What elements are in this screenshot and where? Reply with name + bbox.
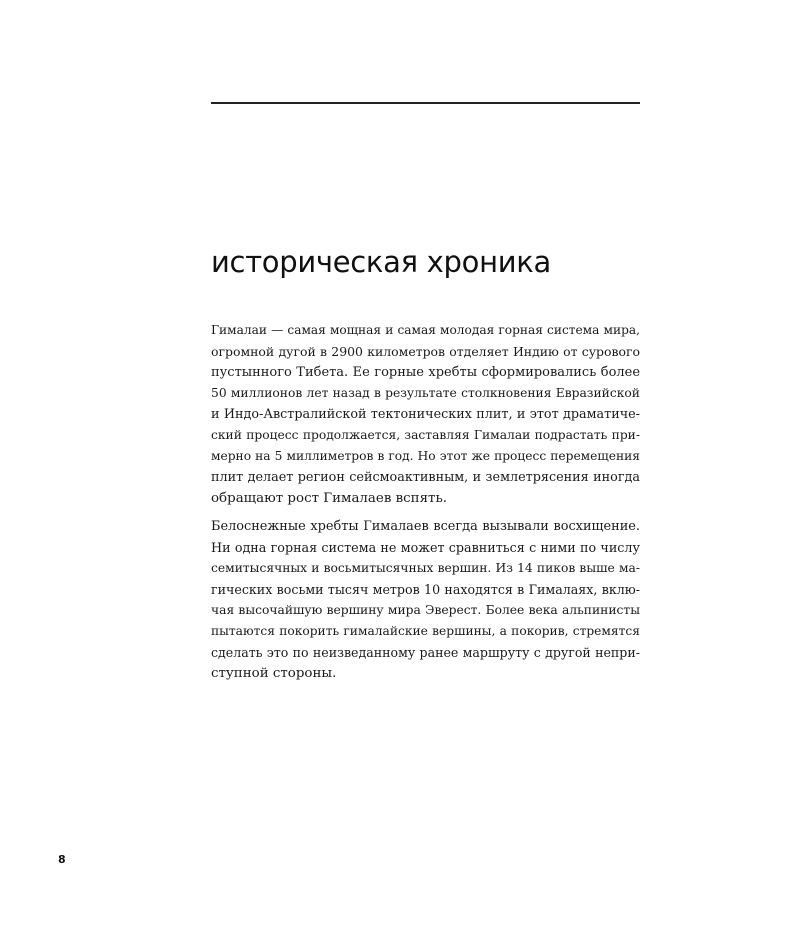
top-rule-divider: [211, 102, 640, 104]
page-number: 8: [58, 853, 66, 866]
paragraph-line: обращают рост Гималаев вспять.: [211, 491, 447, 506]
paragraph-line: мерно на 5 миллиметров в год. Но этот же процесс перемещения: [211, 449, 640, 463]
paragraph-line: и Индо-Австралийской тектонических плит, и этот драматиче-: [211, 407, 640, 422]
paragraph-2: [211, 516, 640, 684]
paragraph-line: ступной стороны.: [211, 666, 337, 681]
paragraph-line: огромной дугой в 2900 километров отделяет Индию от сурового: [211, 344, 640, 359]
paragraph-line: пустынного Тибета. Ее горные хребты сформировались более: [211, 365, 640, 380]
paragraph-line: семитысячных и восьмитысячных вершин. Из 14 пиков выше ма-: [211, 561, 640, 575]
paragraph-line: плит делает регион сейсмоактивным, и землетрясения иногда: [211, 470, 640, 485]
paragraph-line: 50 миллионов лет назад в результате столкновения Евразийской: [211, 386, 640, 400]
paragraph-line: Гималаи — самая мощная и самая молодая горная система мира,: [211, 323, 640, 337]
paragraph-line: ский процесс продолжается, заставляя Гималаи подрастать при-: [211, 428, 640, 442]
paragraph-line: гических восьми тысяч метров 10 находятся в Гималаях, вклю-: [211, 582, 640, 597]
paragraph-line: Ни одна горная система не может сравниться с ними по числу: [211, 540, 640, 555]
paragraph-1: [211, 320, 640, 509]
paragraph-line: чая высочайшую вершину мира Эверест. Более века альпинисты: [211, 603, 640, 617]
paragraph-line: Белоснежные хребты Гималаев всегда вызывали восхищение.: [211, 519, 640, 534]
paragraph-line: пытаются покорить гималайские вершины, а покорив, стремятся: [211, 624, 640, 638]
chapter-heading: историческая хроника: [211, 245, 551, 279]
paragraph-line: сделать это по неизведанному ранее маршруту с другой непри-: [211, 645, 640, 660]
